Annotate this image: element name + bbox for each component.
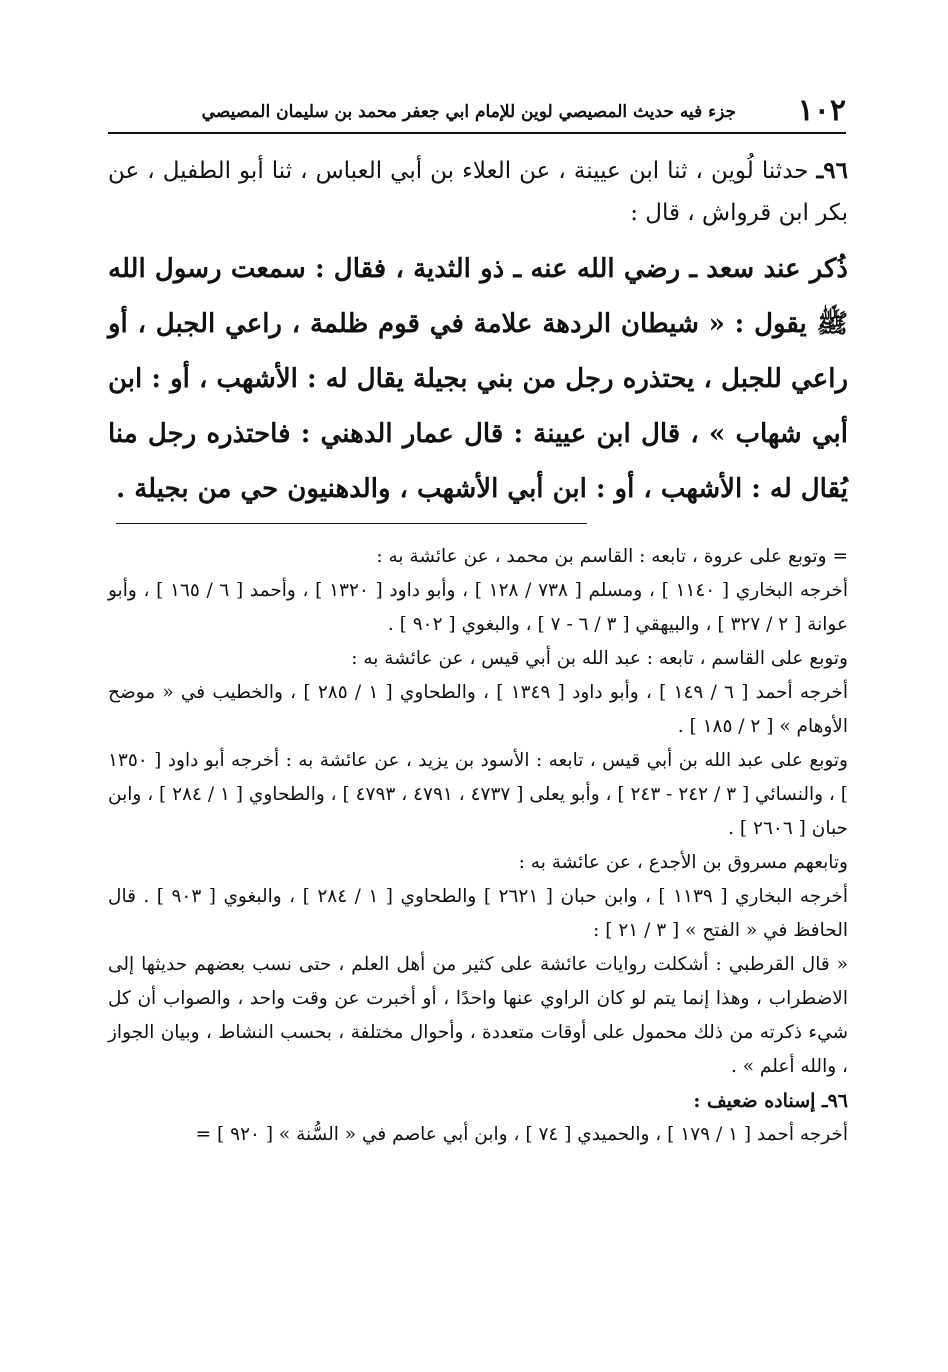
footnote-line: وتوبع على عبد الله بن أبي قيس ، تابعه : الأسود بن يزيد ، عن عائشة به : أخرجه أبو داود [ ١٣٥٠ ] ، والنسائي [ ٣ / ٢٤٢ - ٢٤٣ ] ، وأبو يعلى [ ٤٧٣٧ ، ٤٧٩١ ، ٤٧٩٣ ] ، والطحاوي [ ١ / ٢٨٤ ] ، وابن حبان [ ٢٦٠٦ ] . bbox=[108, 750, 849, 839]
page-number: ١٠٢ bbox=[797, 93, 846, 128]
footnote-line: = وتوبع على عروة ، تابعه : القاسم بن محمد ، عن عائشة به : bbox=[376, 546, 848, 567]
hadith-chain: حدثنا لُوين ، ثنا ابن عيينة ، عن العلاء بن أبي العباس ، ثنا أبو الطفيل ، عن بكر ابن قرواش ، قال : bbox=[108, 158, 848, 226]
footnote-line: وتابعهم مسروق بن الأجدع ، عن عائشة به : bbox=[518, 852, 848, 873]
page-header bbox=[108, 92, 846, 134]
hadith-text: ذُكر عند سعد ـ رضي الله عنه ـ ذو الثدية ، فقال : سمعت رسول الله ﷺ يقول : « شيطان الردهة علامة في قوم ظلمة ، راعي الجبل ، أو راعي للجبل ، يحتذره رجل من بني بجيلة يقال له : الأشهب ، أو : ابن أبي شهاب » ، قال ابن عيينة : قال عمار الدهني : فاحتذره رجل منا يُقال له : الأشهب ، أو : bbox=[108, 254, 848, 504]
hadith-text-last-line: ابن أبي الأشهب ، والدهنيون حي من بجيلة . bbox=[116, 462, 587, 524]
footnote-line: أخرجه أحمد [ ٦ / ١٤٩ ] ، وأبو داود [ ١٣٤٩ ] ، والطحاوي [ ١ / ٢٨٥ ] ، والخطيب في « موضح الأوهام » [ ٢ / ١٨٥ ] . bbox=[108, 682, 848, 737]
running-title: جزء فيه حديث المصيصي لوين للإمام ابي جعفر محمد بن سليمان المصيصي bbox=[201, 102, 736, 122]
hadith-block bbox=[108, 150, 848, 524]
hadith-text-paragraph bbox=[108, 242, 848, 524]
footnote-line: « قال القرطبي : أشكلت روايات عائشة على كثير من أهل العلم ، حتى نسب بعضهم حديثها إلى الاضطراب ، وهذا إنما يتم لو كان الراوي عنها واحدًا ، أو أخبرت عن وقت واحد ، والصواب أن كل شيء ذكرته من ذلك محمول على أوقات متعددة ، وأحوال مختلفة ، بحسب النشاط ، وبيان الجواز ، والله أعلم » . bbox=[108, 954, 848, 1077]
hadith-chain-paragraph bbox=[108, 150, 848, 234]
footnotes bbox=[108, 540, 848, 1152]
hadith-number: ٩٦ـ bbox=[816, 157, 848, 184]
footnote-section-title: ٩٦ـ إسناده ضعيف : bbox=[693, 1090, 848, 1112]
footnote-line: أخرجه أحمد [ ١ / ١٧٩ ] ، والحميدي [ ٧٤ ] ، وابن أبي عاصم في « السُّنة » [ ٩٢٠ ] = bbox=[195, 1124, 848, 1145]
footnote-line: أخرجه البخاري [ ١١٤٠ ] ، ومسلم [ ٧٣٨ / ١٢٨ ] ، وأبو داود [ ١٣٢٠ ] ، وأحمد [ ٦ / ١٦٥ ] ، وأبو عوانة [ ٢ / ٣٢٧ ] ، والبيهقي [ ٣ / ٦ - ٧ ] ، والبغوي [ ٩٠٢ ] . bbox=[108, 580, 848, 635]
footnote-line: أخرجه البخاري [ ١١٣٩ ] ، وابن حبان [ ٢٦٢١ ] والطحاوي [ ١ / ٢٨٤ ] ، والبغوي [ ٩٠٣ ] . قال الحافظ في « الفتح » [ ٣ / ٢١ ] : bbox=[108, 886, 848, 941]
footnote-line: وتوبع على القاسم ، تابعه : عبد الله بن أبي قيس ، عن عائشة به : bbox=[351, 648, 848, 669]
